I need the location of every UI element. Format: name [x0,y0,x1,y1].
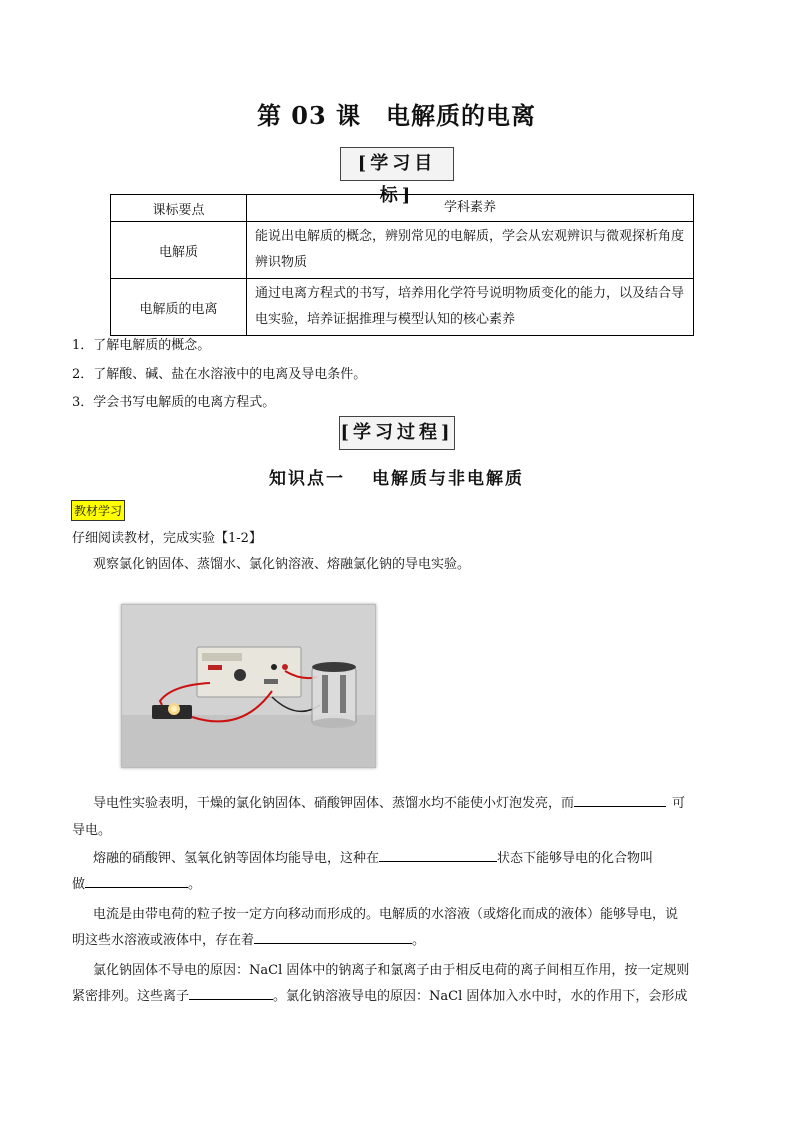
table-cell-desc: 通过电离方程式的书写，培养用化学符号说明物质变化的能力，以及结合导电实验，培养证据推理与模型认知的核心素养 [247,279,694,336]
learning-process-heading: [学习过程] [339,416,455,450]
knowledge-point-heading: 知识点一 电解质与非电解质 [269,469,524,489]
goals-table [110,194,694,336]
paragraph-text: 紧密排列。这些离子 [72,989,190,1004]
paragraph-line [72,928,425,953]
experiment-photo [121,604,376,768]
paragraph-text: 导电性实验表明，干燥的氯化钠固体、硝酸钾固体、蒸馏水均不能使小灯泡发亮，而 [93,796,575,811]
paragraph-text: 。 [412,933,426,948]
objective-item: 1．了解电解质的概念。 [72,338,211,353]
paragraph-text: 熔融的硝酸钾、氢氧化钠等固体均能导电，这种在 [93,851,380,866]
table-header-cell: 课标要点 [111,195,247,222]
paragraph-text: 明这些水溶液或液体中，存在着 [72,933,255,948]
paragraph-text: 做 [72,877,86,892]
paragraph-text: 状态下能够导电的化合物叫 [497,851,654,866]
textbook-study-tag: 教材学习 [71,500,125,521]
paragraph-line [72,984,687,1009]
fill-blank[interactable] [254,930,412,944]
table-header-row [111,195,694,222]
paragraph-text: 可 [672,796,686,811]
paragraph-text: 。 [188,877,202,892]
table-cell-desc: 能说出电解质的概念，辨别常见的电解质，学会从宏观辨识与微观探析角度辨识物质 [247,222,694,279]
fill-blank[interactable] [85,874,188,888]
paragraph-line: 电流是由带电荷的粒子按一定方向移动而形成的。电解质的水溶液（或熔化而成的液体）能够导电，说 [93,907,679,922]
table-row [111,222,694,279]
paragraph-line [72,872,201,897]
intro-line: 仔细阅读教材，完成实验【1-2】 [72,531,262,546]
fill-blank[interactable] [574,793,666,807]
paragraph-line: 导电。 [72,823,112,838]
table-header-cell: 学科素养 [247,195,694,222]
objective-item: 2．了解酸、碱、盐在水溶液中的电离及导电条件。 [72,367,367,382]
table-cell-topic: 电解质 [111,222,247,279]
paragraph-line: 氯化钠固体不导电的原因：NaCl 固体中的钠离子和氯离子由于相反电荷的离子间相互作用，按一定规则 [93,963,690,978]
table-row [111,279,694,336]
fill-blank[interactable] [189,986,273,1000]
table-cell-topic: 电解质的电离 [111,279,247,336]
fill-blank[interactable] [379,848,497,862]
paragraph-line [93,791,685,816]
learning-goals-heading: [学习目标] [340,147,454,181]
paragraph-text: 。氯化钠溶液导电的原因：NaCl 固体加入水中时，水的作用下，会形成 [273,989,688,1004]
page-title: 第 03 课 电解质的电离 [256,101,537,130]
objective-item: 3．学会书写电解质的电离方程式。 [72,395,276,410]
conductivity-apparatus-image [122,605,375,767]
paragraph-line [93,846,653,871]
intro-line: 观察氯化钠固体、蒸馏水、氯化钠溶液、熔融氯化钠的导电实验。 [93,557,471,572]
